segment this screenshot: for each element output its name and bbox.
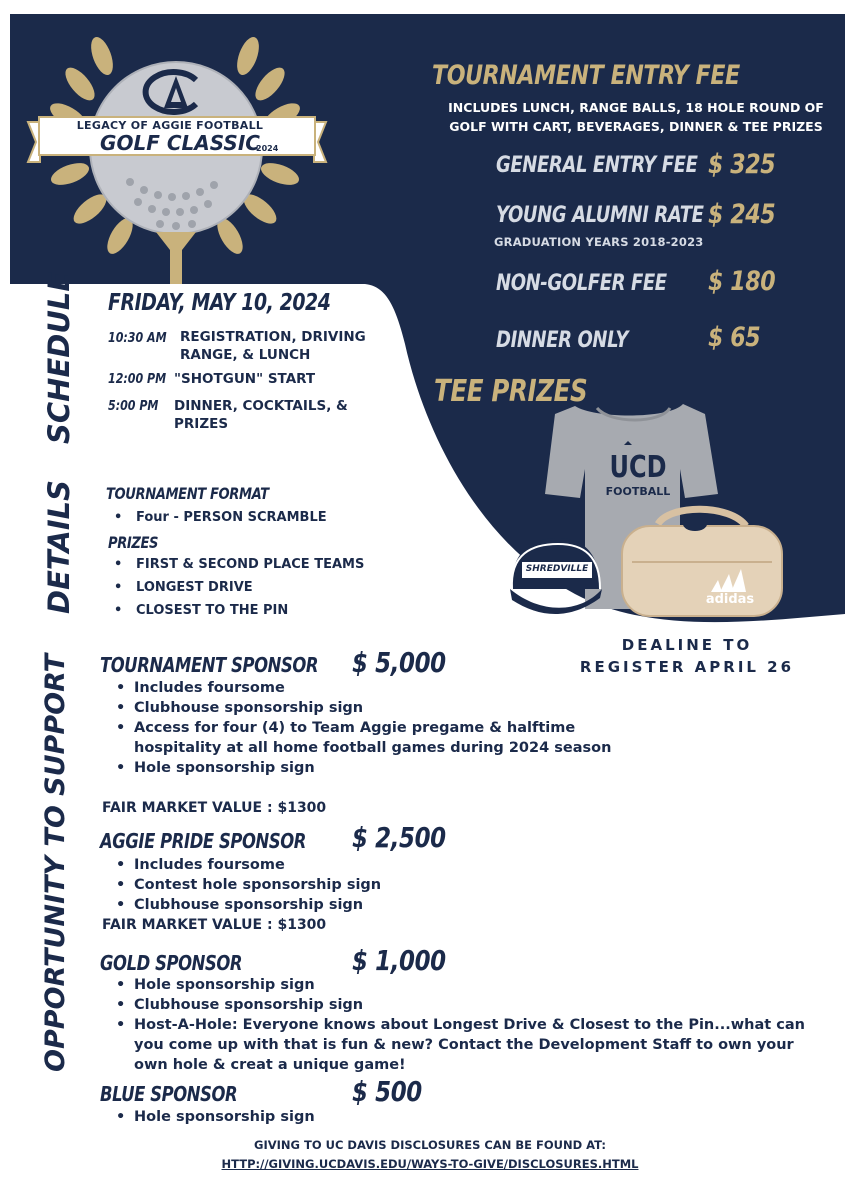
list-item: • FIRST & SECOND PLACE TEAMS [108, 553, 364, 576]
tshirt-text-football: FOOTBALL [605, 485, 671, 498]
schedule-activity-3: DINNER, COCKTAILS, & PRIZES [174, 398, 348, 432]
sponsor-list-aggie-pride [112, 855, 832, 915]
sponsor-price-gold: $ 1,000 [352, 944, 446, 977]
details-heading: DETAILS [42, 479, 76, 614]
fee-price-young-alumni: $ 245 [708, 199, 776, 230]
schedule-date: FRIDAY, MAY 10, 2024 [108, 290, 331, 316]
sponsor-list-blue [112, 1107, 832, 1127]
fee-label-non-golfer: NON-GOLFER FEE [496, 271, 667, 296]
footer-disclosure-link[interactable]: HTTP://GIVING.UCDAVIS.EDU/WAYS-TO-GIVE/DISCLOSURES.HTML [221, 1157, 639, 1171]
fee-label-general: GENERAL ENTRY FEE [496, 153, 698, 178]
list-item: • Hole sponsorship sign [112, 1107, 832, 1127]
deadline-line-1: DEALINE TO [621, 636, 753, 654]
fee-label-young-alumni: YOUNG ALUMNI RATE [496, 203, 704, 228]
schedule-time-2: 12:00 PM [108, 372, 167, 387]
list-item: • Contest hole sponsorship sign [112, 875, 832, 895]
cap-text: SHREDVILLE [525, 564, 589, 574]
support-heading: OPPORTUNITY TO SUPPORT [40, 653, 71, 1072]
list-item: • CLOSEST TO THE PIN [108, 599, 364, 622]
sponsor-price-tournament: $ 5,000 [352, 646, 446, 679]
fee-label-dinner-only: DINNER ONLY [496, 328, 629, 353]
flyer [10, 14, 845, 1194]
sponsor-list-gold [112, 975, 812, 1075]
sponsor-name-blue: BLUE SPONSOR [100, 1082, 238, 1106]
schedule-time-3: 5:00 PM [108, 399, 159, 414]
sponsor-fmv-tournament: FAIR MARKET VALUE : $1300 [102, 800, 327, 816]
fee-note-young-alumni: GRADUATION YEARS 2018-2023 [494, 235, 704, 249]
schedule-activity-2: "SHOTGUN" START [174, 371, 316, 387]
list-item: • Clubhouse sponsorship sign [112, 698, 612, 718]
fee-price-non-golfer: $ 180 [708, 266, 776, 297]
details-format-title: TOURNAMENT FORMAT [106, 484, 269, 503]
logo-tagline: LEGACY OF AGGIE FOOTBALL [76, 119, 264, 132]
list-item: • Clubhouse sponsorship sign [112, 895, 832, 915]
entry-fee-subtitle: INCLUDES LUNCH, RANGE BALLS, 18 HOLE ROUND OF GOLF WITH CART, BEVERAGES, DINNER & TEE PRIZES [448, 100, 824, 134]
sponsor-fmv-aggie-pride: FAIR MARKET VALUE : $1300 [102, 917, 327, 933]
schedule-heading: SCHEDULE [42, 271, 76, 444]
tshirt-text-ucd: UCD [609, 450, 667, 485]
tee-prizes-title: TEE PRIZES [434, 374, 588, 409]
sponsor-price-blue: $ 500 [352, 1075, 422, 1108]
list-item: • Hole sponsorship sign [112, 758, 612, 778]
details-prizes-title: PRIZES [108, 533, 159, 552]
list-item: • Includes foursome [112, 855, 832, 875]
fee-price-general: $ 325 [708, 149, 776, 180]
details-format-list [108, 506, 327, 529]
list-item: • Includes foursome [112, 678, 612, 698]
list-item: • Access for four (4) to Team Aggie pregame & halftime hospitality at all home football games during 2024 season [112, 718, 612, 758]
list-item: • Clubhouse sponsorship sign [112, 995, 812, 1015]
list-item: • Hole sponsorship sign [112, 975, 812, 995]
list-item: • Four - PERSON SCRAMBLE [108, 506, 327, 529]
deadline-line-2: REGISTER APRIL 26 [579, 658, 795, 676]
bag-brand-text: adidas [705, 592, 755, 607]
logo-year: 2024 [256, 144, 279, 153]
footer-disclosure-text: GIVING TO UC DAVIS DISCLOSURES CAN BE FOUND AT: [254, 1138, 606, 1152]
schedule-time-1: 10:30 AM [108, 331, 167, 346]
sponsor-name-tournament: TOURNAMENT SPONSOR [100, 653, 319, 677]
details-prizes-list [108, 553, 364, 622]
logo-title: GOLF CLASSIC [100, 131, 260, 155]
list-item: • LONGEST DRIVE [108, 576, 364, 599]
list-item: • Host-A-Hole: Everyone knows about Longest Drive & Closest to the Pin...what can you come up with that is fun & new? Contact the Development Staff to own your own hole & creat a unique game! [112, 1015, 812, 1075]
schedule-activity-1: REGISTRATION, DRIVING RANGE, & LUNCH [180, 329, 366, 363]
fee-price-dinner-only: $ 65 [708, 322, 761, 353]
entry-fee-title: TOURNAMENT ENTRY FEE [432, 60, 740, 91]
sponsor-list-tournament [112, 678, 612, 778]
sponsor-name-aggie-pride: AGGIE PRIDE SPONSOR [100, 829, 306, 853]
sponsor-name-gold: GOLD SPONSOR [100, 951, 243, 975]
sponsor-price-aggie-pride: $ 2,500 [352, 821, 446, 854]
